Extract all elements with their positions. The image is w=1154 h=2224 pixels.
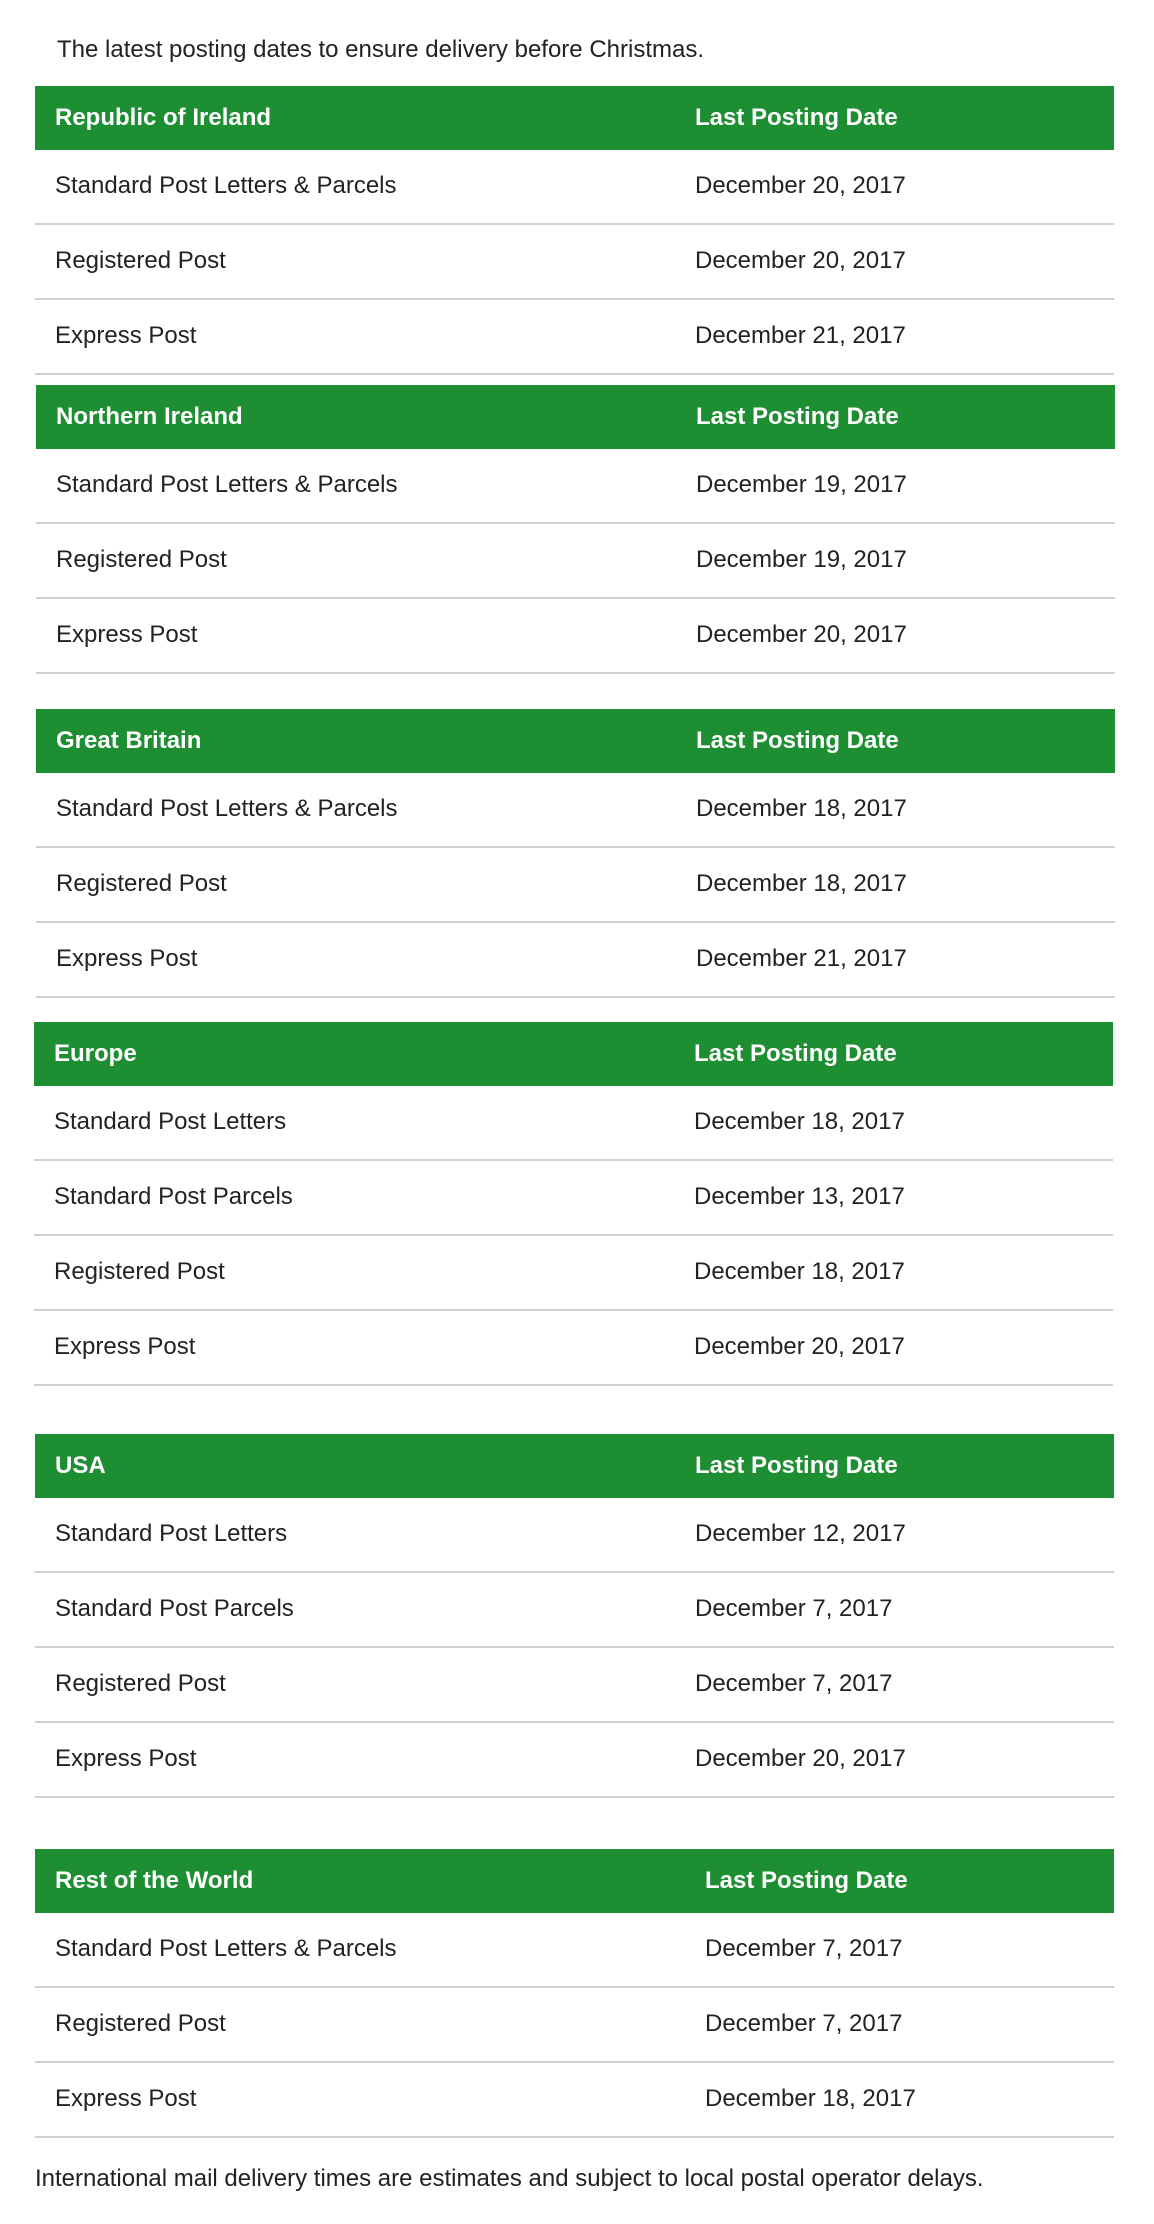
service-name: Standard Post Letters — [54, 1108, 287, 1135]
region-heading: Northern Ireland — [56, 403, 243, 430]
footer-note: International mail delivery times are estimates and subject to local postal operator delays. — [35, 2165, 984, 2192]
service-name: Standard Post Letters & Parcels — [55, 1935, 397, 1962]
table-row — [35, 225, 1114, 300]
service-name: Express Post — [56, 621, 198, 648]
service-name: Standard Post Letters & Parcels — [56, 471, 398, 498]
date-column-heading: Last Posting Date — [696, 403, 899, 430]
posting-date: December 18, 2017 — [696, 870, 907, 897]
service-name: Express Post — [55, 2085, 197, 2112]
posting-date: December 7, 2017 — [705, 2010, 903, 2037]
service-name: Registered Post — [55, 2010, 226, 2037]
service-name: Registered Post — [54, 1258, 225, 1285]
table-row — [35, 150, 1114, 225]
table-row — [36, 923, 1115, 998]
posting-date: December 18, 2017 — [696, 795, 907, 822]
service-name: Express Post — [54, 1333, 196, 1360]
posting-date: December 7, 2017 — [705, 1935, 903, 1962]
service-name: Standard Post Parcels — [55, 1595, 294, 1622]
posting-date: December 18, 2017 — [694, 1108, 905, 1135]
region-heading: USA — [55, 1452, 106, 1479]
table-header — [36, 385, 1115, 449]
table-row — [36, 599, 1115, 674]
table-northern-ireland — [36, 385, 1115, 674]
date-column-heading: Last Posting Date — [694, 1040, 897, 1067]
service-name: Standard Post Letters & Parcels — [56, 795, 398, 822]
table-row — [36, 449, 1115, 524]
service-name: Standard Post Letters — [55, 1520, 288, 1547]
service-name: Express Post — [55, 1745, 197, 1772]
table-row — [36, 524, 1115, 599]
table-usa — [35, 1434, 1114, 1798]
date-column-heading: Last Posting Date — [705, 1867, 908, 1894]
posting-date: December 18, 2017 — [694, 1258, 905, 1285]
table-row — [34, 1236, 1113, 1311]
table-row — [34, 1086, 1113, 1161]
service-name: Registered Post — [55, 247, 226, 274]
table-row — [36, 773, 1115, 848]
table-row — [35, 1648, 1114, 1723]
service-name: Standard Post Parcels — [54, 1183, 293, 1210]
service-name: Express Post — [55, 322, 197, 349]
table-great-britain — [36, 709, 1115, 998]
date-column-heading: Last Posting Date — [696, 727, 899, 754]
posting-date: December 19, 2017 — [696, 471, 907, 498]
posting-date: December 20, 2017 — [695, 172, 906, 199]
service-name: Registered Post — [55, 1670, 226, 1697]
table-header — [35, 1434, 1114, 1498]
service-name: Registered Post — [56, 546, 227, 573]
table-rest-of-the-world — [35, 1849, 1114, 2138]
posting-date: December 20, 2017 — [694, 1333, 905, 1360]
date-column-heading: Last Posting Date — [695, 104, 898, 131]
table-row — [35, 1723, 1114, 1798]
posting-date: December 20, 2017 — [696, 621, 907, 648]
posting-date: December 20, 2017 — [695, 247, 906, 274]
posting-date: December 20, 2017 — [695, 1745, 906, 1772]
posting-date: December 12, 2017 — [695, 1520, 906, 1547]
table-header — [35, 1849, 1114, 1913]
posting-date: December 7, 2017 — [695, 1670, 893, 1697]
posting-date: December 21, 2017 — [696, 945, 907, 972]
table-header — [35, 86, 1114, 150]
region-heading: Republic of Ireland — [55, 104, 272, 131]
region-heading: Europe — [54, 1040, 137, 1067]
table-row — [35, 1913, 1114, 1988]
posting-date: December 18, 2017 — [705, 2085, 916, 2112]
table-row — [35, 1573, 1114, 1648]
table-row — [35, 300, 1114, 375]
posting-date: December 19, 2017 — [696, 546, 907, 573]
table-row — [36, 848, 1115, 923]
service-name: Registered Post — [56, 870, 227, 897]
intro-text: The latest posting dates to ensure delivery before Christmas. — [57, 36, 704, 63]
table-row — [34, 1161, 1113, 1236]
date-column-heading: Last Posting Date — [695, 1452, 898, 1479]
posting-date: December 13, 2017 — [694, 1183, 905, 1210]
region-heading: Great Britain — [56, 727, 202, 754]
posting-date: December 7, 2017 — [695, 1595, 893, 1622]
table-row — [35, 1988, 1114, 2063]
table-header — [36, 709, 1115, 773]
table-row — [35, 1498, 1114, 1573]
service-name: Standard Post Letters & Parcels — [55, 172, 397, 199]
region-heading: Rest of the World — [55, 1867, 254, 1894]
service-name: Express Post — [56, 945, 198, 972]
table-europe — [34, 1022, 1113, 1386]
table-header — [34, 1022, 1113, 1086]
table-row — [34, 1311, 1113, 1386]
table-row — [35, 2063, 1114, 2138]
posting-date: December 21, 2017 — [695, 322, 906, 349]
table-republic-of-ireland — [35, 86, 1114, 375]
